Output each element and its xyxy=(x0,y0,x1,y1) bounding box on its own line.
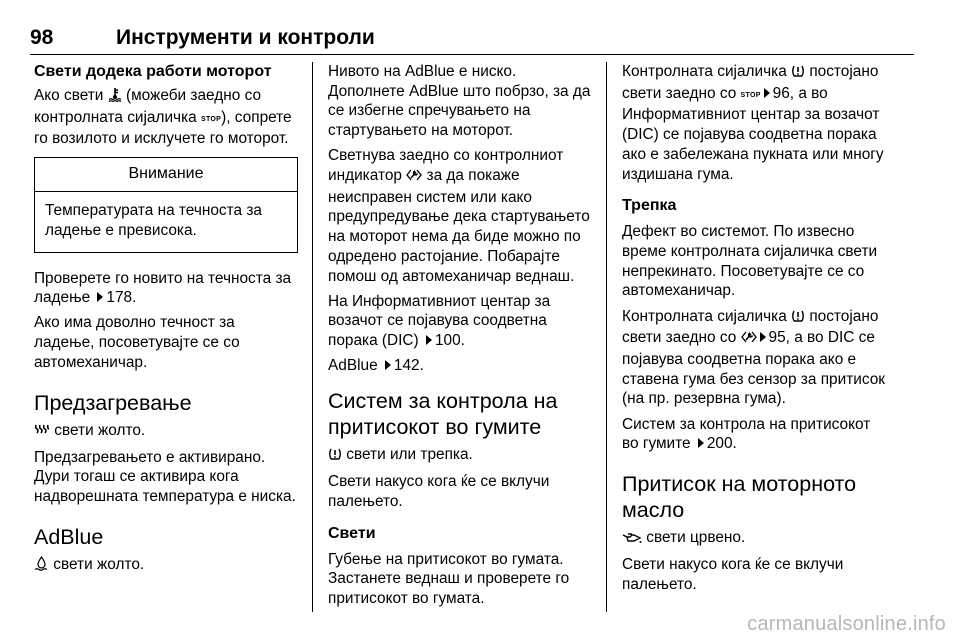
tyre-pressure-icon xyxy=(791,64,805,84)
paragraph: свети црвено. xyxy=(622,528,886,550)
oil-pressure-icon xyxy=(622,530,642,550)
page-reference-arrow-icon xyxy=(97,292,103,302)
paragraph: Контролната сијаличка постојано свети заедно со STOP 96, а во Информативниот центар за возачот (DIC) се појавува соодветна порака ако е забележана пукната или многу издишана гума. xyxy=(622,63,884,183)
paragraph: AdBlue 142. xyxy=(328,357,424,375)
notice-body: Температурата на течноста за ладење е превисока. xyxy=(45,202,262,239)
stop-indicator-icon: STOP xyxy=(200,115,222,123)
page-number: 98 xyxy=(30,26,54,49)
column-divider xyxy=(312,62,313,612)
header-divider xyxy=(30,54,914,55)
paragraph: Свети накусо кога ќе се вклучи палењето. xyxy=(328,473,550,510)
paragraph: Ако има доволно течност за ладење, посоветувајте се со автомеханичар. xyxy=(34,314,240,371)
column-3 xyxy=(622,62,886,600)
glow-plug-icon xyxy=(34,423,50,443)
heading-tyre-pressure-system: Систем за контрола на притисокот во гумите xyxy=(328,389,558,440)
paragraph: Нивото на AdBlue е ниско. Дополнете AdBlue што побрзо, за да се избегне спречувањето на стартувањето на моторот. xyxy=(328,63,591,140)
stop-indicator-icon: STOP xyxy=(740,91,761,99)
page-reference-arrow-icon xyxy=(426,335,432,345)
paragraph: свети или трепка. xyxy=(328,445,592,467)
heading-lit-while-running: Свети додека работи моторот xyxy=(34,63,272,80)
service-wrench-icon xyxy=(741,330,757,350)
heading-blinking: Трепка xyxy=(622,197,677,215)
heading-lit: Свети xyxy=(328,524,376,542)
paragraph: Светнува заедно со контролниот индикатор за да покаже неисправен систем или како предупредување дека стартувањето на моторот нема да биде можно по одредено растојание. Побарајте помош од автомеханичар веднаш. xyxy=(328,147,590,285)
section-title: Инструменти и контроли xyxy=(116,26,375,49)
paragraph: Проверете го новито на течноста за ладење 178. xyxy=(34,269,292,307)
tyre-pressure-icon xyxy=(791,309,805,329)
tyre-pressure-icon xyxy=(328,447,342,467)
watermark: carmanualsonline.info xyxy=(747,613,946,635)
page-reference-arrow-icon xyxy=(764,88,770,98)
heading-engine-oil-pressure: Притисок на моторното масло xyxy=(622,471,857,522)
paragraph: Губење на притисокот во гумата. Застанете веднаш и проверете го притисокот во гумата. xyxy=(328,550,570,608)
column-2 xyxy=(328,62,592,614)
adblue-icon xyxy=(34,556,49,577)
heading-adblue: AdBlue xyxy=(34,524,104,549)
paragraph: Систем за контрола на притисокот во гумите 200. xyxy=(622,415,871,453)
heading-preheating: Предзагревање xyxy=(34,390,192,415)
paragraph: Ако свети (можеби заедно со контролната сијаличка STOP), сопрете го возилото и исклучете го моторот. xyxy=(34,87,292,148)
page-reference-arrow-icon xyxy=(385,360,391,370)
paragraph: Предзагревањето е активирано. Дури тогаш се активира кога надворешната температура е ниска. xyxy=(34,448,296,506)
page-reference-arrow-icon xyxy=(698,438,704,448)
warning-notice xyxy=(34,157,298,252)
paragraph: свети жолто. xyxy=(34,421,298,443)
paragraph: Контролната сијаличка постојано свети заедно со 95, а во DIC се појавува соодветна порака ако е ставена гума без сензор за притисок (на пр. резервна гума). xyxy=(622,307,886,408)
service-wrench-icon xyxy=(406,168,422,188)
coolant-temperature-icon xyxy=(108,87,122,108)
column-divider xyxy=(606,62,607,612)
paragraph: Свети накусо кога ќе се вклучи палењето. xyxy=(622,556,844,593)
paragraph: свети жолто. xyxy=(34,555,298,577)
page-header xyxy=(30,26,914,52)
column-1 xyxy=(34,62,298,582)
paragraph: На Информативниот центар за возачот се појавува соодветна порака (DIC) 100. xyxy=(328,292,551,350)
page-reference-arrow-icon xyxy=(760,332,766,342)
notice-title: Внимание xyxy=(35,158,297,192)
paragraph: Дефект во системот. По извесно време контролната сијаличка свети непрекинато. Посоветувајте се со автомеханичар. xyxy=(622,223,878,300)
